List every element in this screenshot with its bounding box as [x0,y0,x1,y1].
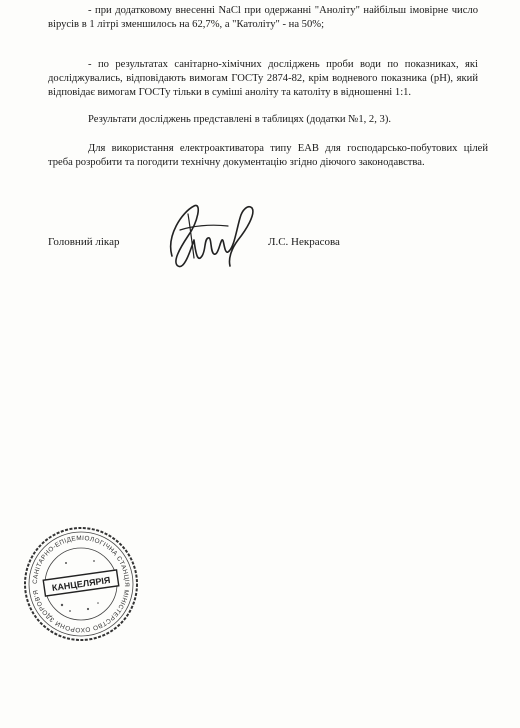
paragraph-usage [48,142,488,170]
signatory-title: Головний лікар [48,236,120,248]
paragraph-sanitary-chemical [48,58,478,101]
paragraph-viruses [48,4,478,32]
paragraph-results: Результати досліджень представлені в таблицях (додатки №1, 2, 3). [88,114,391,125]
handwritten-signature [158,196,260,274]
stamp-label: КАНЦЕЛЯРІЯ [51,574,111,594]
paragraph-viruses-text: - при додатковому внесенні NaCl при одержанні "Аноліту" найбільш імовірне число вірусів в 1 літрі зменшилось на 62,7%, а "Католіту" - на 50%; [48,5,478,31]
paragraph-sanitary-chemical-text: - по результатах санітарно-хімічних досліджень проби води по показниках, які досліджувались, відповідають вимогам ГОСТу 2874-82, крім водневого показника (рН), який відповідає вимогам ГОСТу тільки в суміші аноліту та католіту в відношенні 1:1. [48,59,478,99]
stamp-ring-text: САНІТАРНО-ЕПІДЕМІОЛОГІЧНА СТАНЦІЯ МІНІСТЕРСТВО ОХОРОНИ ЗДОРОВ'Я [31,534,131,634]
official-stamp [22,525,140,643]
paragraph-usage-text: Для використання електроактиватора типу ЕАВ для господарсько-побутових цілей треба розробити та погодити технічну документацію згідно діючого законодавства. [48,143,488,169]
signatory-name: Л.С. Некрасова [268,236,340,248]
